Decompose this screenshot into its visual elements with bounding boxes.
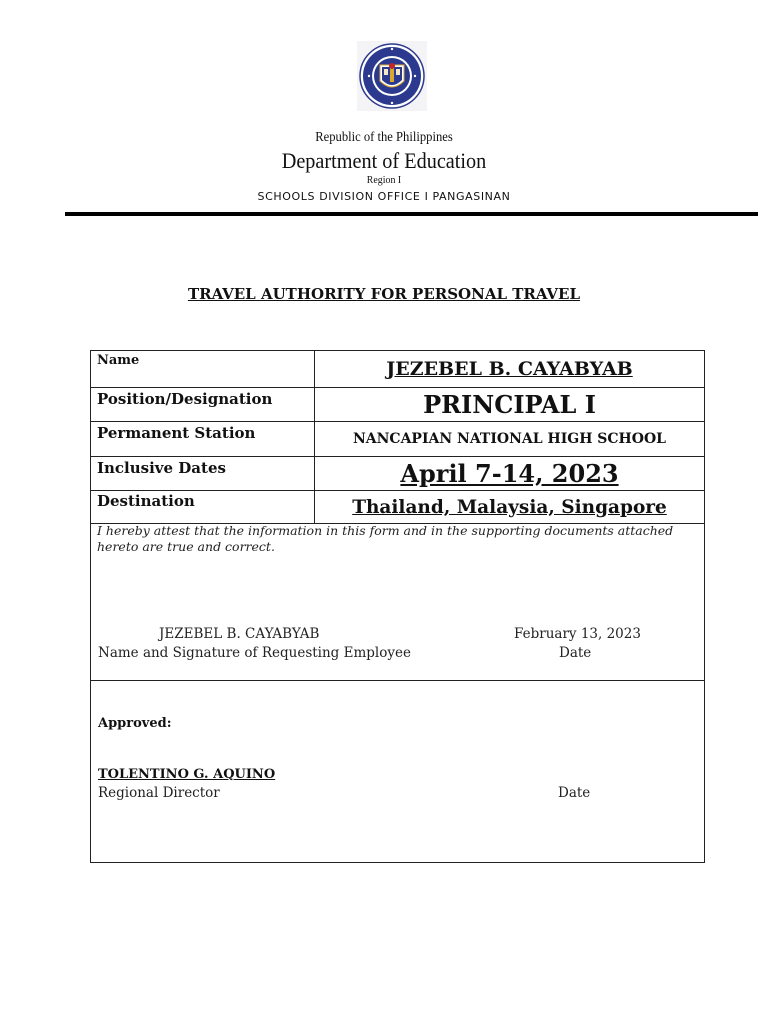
form-row-station	[91, 422, 704, 457]
requester-caption: Name and Signature of Requesting Employee	[98, 645, 411, 661]
dates-label: Inclusive Dates	[91, 457, 315, 490]
region-heading: Region I	[366, 174, 402, 186]
division-heading: SCHOOLS DIVISION OFFICE I PANGASINAN	[257, 190, 511, 203]
request-date-caption: Date	[559, 645, 592, 661]
form-title: TRAVEL AUTHORITY FOR PERSONAL TRAVEL	[187, 285, 581, 303]
name-label: Name	[91, 351, 315, 387]
approval-divider	[91, 680, 704, 681]
attestation-text: I hereby attest that the information in this form and in the supporting documents attached hereto are true and correct.	[97, 523, 674, 554]
requester-name: JEZEBEL B. CAYABYAB	[159, 626, 320, 642]
travel-authority-form	[90, 350, 705, 863]
destination-label: Destination	[91, 491, 315, 523]
station-label: Permanent Station	[91, 422, 315, 456]
request-date: February 13, 2023	[514, 626, 641, 642]
station-value: NANCAPIAN NATIONAL HIGH SCHOOL	[352, 431, 667, 447]
republic-heading: Republic of the Philippines	[315, 130, 453, 145]
form-row-dates	[91, 457, 704, 491]
approver-title: Regional Director	[98, 785, 220, 801]
form-row-position	[91, 388, 704, 422]
department-heading: Department of Education	[281, 148, 487, 173]
approved-label: Approved:	[98, 716, 172, 731]
approval-date-caption: Date	[558, 785, 591, 801]
deped-seal-icon	[357, 41, 427, 111]
destination-value: Thailand, Malaysia, Singapore	[352, 496, 667, 518]
position-value: PRINCIPAL I	[423, 390, 596, 419]
dates-value: April 7-14, 2023	[400, 459, 619, 488]
approver-name: TOLENTINO G. AQUINO	[98, 767, 276, 782]
form-row-name	[91, 351, 704, 388]
form-row-destination	[91, 491, 704, 524]
name-value: JEZEBEL B. CAYABYAB	[386, 358, 633, 380]
header-divider	[65, 212, 758, 216]
position-label: Position/Designation	[91, 388, 315, 421]
